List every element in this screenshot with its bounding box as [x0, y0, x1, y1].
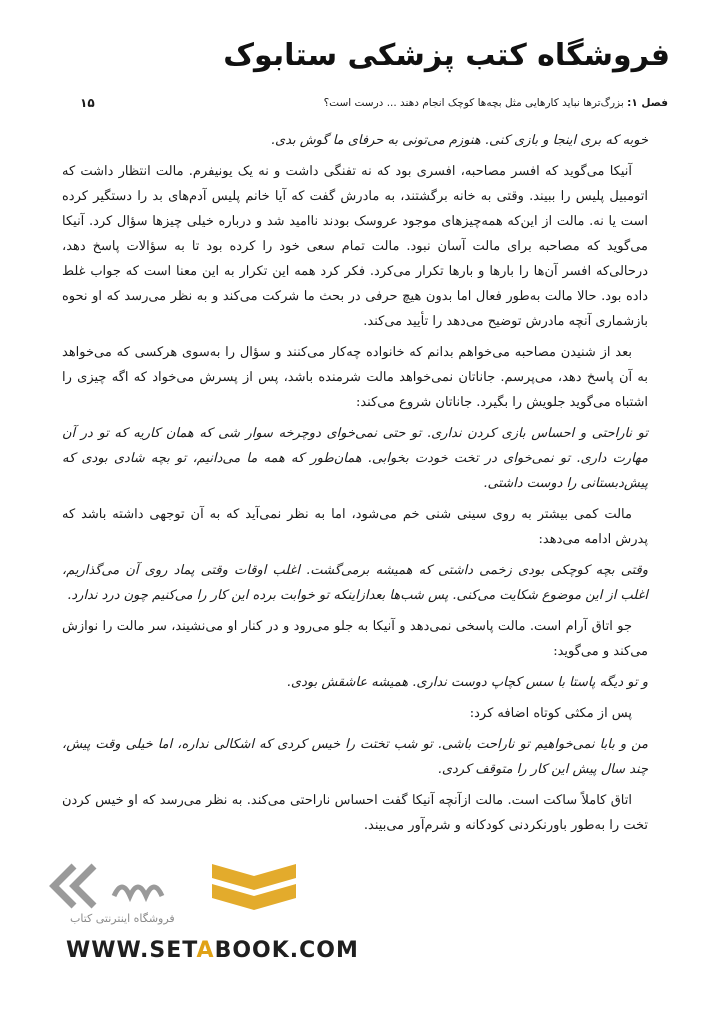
body-paragraph: بعد از شنیدن مصاحبه می‌خواهم بدانم که خانواده چه‌کار می‌کنند و سؤال را به‌سوی هرکسی که می‌خواهد به آن پاسخ دهد، می‌پرسم. جاناتان نمی‌خواهد مالت شرمنده باشد، پس از پسرش می‌خواد که اگه چیزی را اشتباه می‌گوید جلویش را بگیرد. جاناتان شروع می‌کند:	[62, 345, 648, 410]
quote-paragraph: و تو دیگه پاستا با سس کچاپ دوست نداری. همیشه عاشقش بودی.	[286, 675, 648, 690]
quote-paragraph: وقتی بچه کوچکی بودی زخمی داشتی که همیشه برمی‌گشت. اغلب اوقات وقتی پماد روی آن می‌گذاریم، اغلب از این موضوع شکایت می‌کنی. پس شب‌ها بعدازاینکه تو خوابت برده این کار را می‌کنیم چون درد ندارد.	[62, 563, 648, 603]
body-text	[62, 128, 648, 844]
logo-script-mark	[114, 887, 162, 896]
quote-paragraph: خوبه که بری اینجا و بازی کنی. هنوزم می‌تونی به حرفای ما گوش بدی.	[270, 133, 648, 148]
url-prefix: WWW.SET	[66, 938, 197, 963]
body-paragraph: آنیکا می‌گوید که افسر مصاحبه، افسری بود که نه تفنگی داشت و نه یک یونیفرم. مالت انتظار داشت که اتومبیل پلیس را ببیند. وقتی به خانه برگشتند، به مادرش گفت که آیا خانم پلیس آدم‌های بد را دستگیر کرده است یا نه. مالت از این‌که همه‌چیزهای موجود عروسک بودند ناامید شد و درباره خیلی چیزها سؤال کرد. آنیکا می‌گوید که مصاحبه برای مالت آسان نبود. مالت تمام سعی خود را کرده بود تا به سؤالات پاسخ دهد، درحالی‌که افسر آن‌ها را بارها و بارها تکرار می‌کرد. فکر کرد همه این تکرار به این معنا است که جواب غلط داده بود. حالا مالت به‌طور فعال اما بدون هیچ حرفی در بحث ما شرکت می‌کند و به نظر می‌رسد که او نحوه بازشماری آنچه مادرش توضیح می‌دهد را تأیید می‌کند.	[62, 164, 648, 329]
body-paragraph: جو اتاق آرام است. مالت پاسخی نمی‌دهد و آنیکا به جلو می‌رود و در کنار او می‌نشیند، سر مالت را نوازش می‌کند و می‌گوید:	[62, 619, 648, 659]
quote-paragraph: من و بابا نمی‌خواهیم تو ناراحت باشی. تو شب تختت را خیس کردی که اشکالی نداره، اما خیلی وقت پیش، چند سال پیش این کار را متوقف کردی.	[62, 737, 648, 777]
book-stack-icon	[212, 864, 296, 910]
body-paragraph: مالت کمی بیشتر به روی سینی شنی خم می‌شود، اما به نظر نمی‌آید که به آن توجهی داشته باشد که پدرش ادامه می‌دهد:	[62, 507, 648, 547]
chapter-label: فصل ۱:	[627, 97, 668, 109]
url-accent-letter: A	[196, 938, 215, 963]
quote-paragraph: تو ناراحتی و احساس بازی کردن نداری. تو حتی نمی‌خوای دوچرخه سوار شی که همان کاریه که تو در آن مهارت داری. تو نمی‌خوای در تخت خودت بخوابی. همان‌طور که همه ما می‌دانیم، تو بچه شادی بودی که پیش‌دبستانی را دوست داشتی.	[62, 426, 648, 491]
watermark-tagline: فروشگاه اینترنتی کتاب	[70, 912, 175, 925]
url-suffix: BOOK.COM	[214, 938, 359, 963]
running-header	[80, 93, 668, 113]
body-paragraph: پس از مکثی کوتاه اضافه کرد:	[469, 706, 632, 721]
page-number: ۱۵	[80, 96, 95, 110]
body-paragraph: اتاق کاملاً ساکت است. مالت ازآنچه آنیکا گفت احساس ناراحتی می‌کند. به نظر می‌رسد که او خیس کردن تخت را به‌طور باورنکردنی کودکانه و شرم‌آور می‌بیند.	[62, 793, 648, 833]
chevron-left-icon	[74, 866, 94, 906]
chapter-title: بزرگ‌ترها نباید کارهایی مثل بچه‌ها کوچک انجام دهند ... درست است؟	[323, 97, 628, 109]
chapter-heading	[324, 97, 668, 109]
store-title: فروشگاه کتب پزشکی ستابوک	[223, 38, 670, 73]
site-url[interactable]	[66, 938, 359, 963]
